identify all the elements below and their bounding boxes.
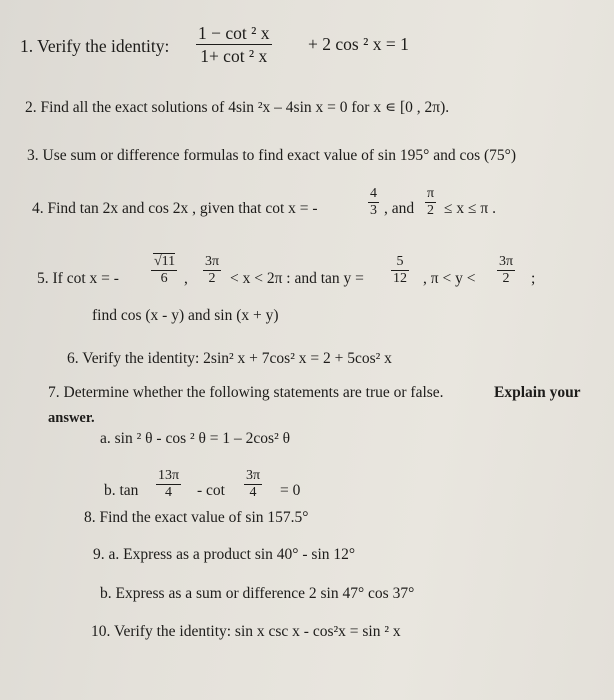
q7b-label: b. tan — [104, 482, 139, 499]
question-6: 6. Verify the identity: 2sin² x + 7cos² x = 2 + 5cos² x — [67, 350, 392, 367]
question-8: 8. Find the exact value of sin 157.5° — [84, 509, 309, 526]
question-10: 10. Verify the identity: sin x csc x - cos²x = sin ² x — [91, 623, 401, 640]
q4-suffix: ≤ x ≤ π . — [444, 200, 496, 217]
q1-fraction — [196, 22, 272, 67]
q1-rest: + 2 cos ² x = 1 — [308, 34, 409, 54]
question-9b: b. Express as a sum or difference 2 sin 47° cos 37° — [100, 585, 415, 602]
q5-fraction-5-over-12: $\frac{5}{12}$ — [393, 254, 407, 286]
q1-denominator: 1+ cot ² x — [196, 44, 272, 67]
q5-fraction-sqrt11-over-6: $\frac{√11}{6}$ — [151, 254, 177, 287]
question-3: 3. Use sum or difference formulas to find exact value of sin 195° and cos (75°) — [27, 147, 517, 164]
q5-mid2: , π < y < — [423, 270, 476, 287]
q7b-fraction-3pi-over-4: $\frac{3\pi}{4}$ — [246, 468, 261, 500]
question-7b — [104, 468, 344, 512]
q7-part-a: a. sin ² θ - cos ² θ = 1 – 2cos² θ — [100, 430, 291, 447]
q5-comma: , — [184, 270, 188, 287]
q4-fraction-1: $\frac{4}{3}$ — [370, 186, 377, 218]
q7-bold-2: answer. — [48, 410, 95, 426]
q7b-end: = 0 — [280, 482, 301, 499]
q5-end: ; — [531, 270, 536, 287]
q1-label: 1. Verify the identity: — [20, 36, 170, 56]
q4-fraction-2: $\frac{\pi}{2}$ — [427, 186, 435, 218]
q7b-fraction-13pi-over-4: $\frac{13\pi}{4}$ — [158, 468, 180, 500]
q5-prefix: 5. If cot x = - — [37, 270, 119, 287]
question-2: 2. Find all the exact solutions of 4sin ²x – 4sin x = 0 for x ∊ [0 , 2π). — [25, 99, 450, 116]
q5-line2: find cos (x - y) and sin (x + y) — [92, 307, 279, 324]
q7-bold-1: Explain your — [494, 384, 581, 401]
q5-fraction-3pi-over-2-b: $\frac{3\pi}{2}$ — [499, 254, 514, 286]
q4-prefix: 4. Find tan 2x and cos 2x , given that cot x = - — [32, 200, 318, 217]
q7-prefix: 7. Determine whether the following statements are true or false. — [48, 384, 444, 401]
q4-mid: , and — [384, 200, 415, 217]
q7b-mid: - cot — [197, 482, 225, 499]
q5-fraction-3pi-over-2: $\frac{3\pi}{2}$ — [205, 254, 220, 286]
q1-numerator: 1 − cot ² x — [198, 23, 270, 43]
question-5 — [37, 254, 607, 326]
question-9a: 9. a. Express as a product sin 40° - sin 12° — [93, 546, 356, 563]
q5-mid: < x < 2π : and tan y = — [230, 270, 364, 287]
